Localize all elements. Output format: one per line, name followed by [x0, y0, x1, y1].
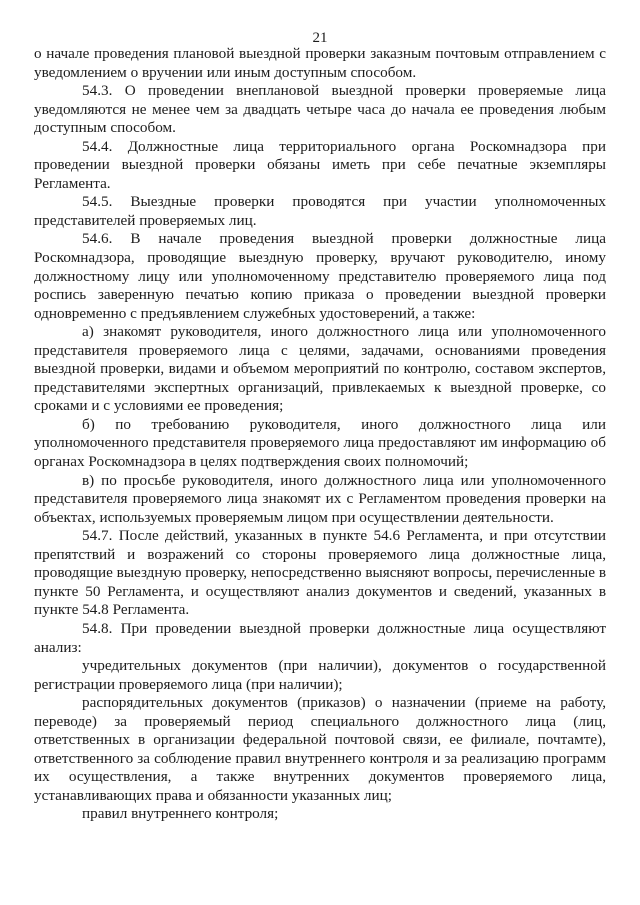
page-number: 21 [312, 30, 328, 46]
list-item-internal-control-rules: правил внутреннего контроля; [82, 805, 279, 823]
paragraph-54-3: 54.3. О проведении внеплановой выездной проверки проверяемые лица уведомляются не менее чем за двадцать четыре часа до начала ее проведения любым доступным способом. [34, 82, 606, 137]
document-body [34, 45, 606, 824]
list-item-administrative-documents: распорядительных документов (приказов) о назначении (приеме на работу, переводе) за проверяемый период специального должностного лица (лиц, ответственных в организации федеральной почтовой связи, ее филиале, почтамте), ответственного за соблюдение правил внутреннего контроля и за реализацию программ их осуществления, а также внутренних документов проверяемого лица, устанавливающих права и обязанности указанных лиц; [34, 694, 606, 804]
paragraph-54-5: 54.5. Выездные проверки проводятся при участии уполномоченных представителей проверяемых лиц. [34, 193, 606, 229]
paragraph-54-6-v: в) по просьбе руководителя, иного должностного лица или уполномоченного представителя проверяемого лица знакомят их с Регламентом проведения проверки на объектах, используемых проверяемым лицом при осуществлении деятельности. [34, 471, 606, 526]
paragraph-54-6-b: б) по требованию руководителя, иного должностного лица или уполномоченного представителя проверяемого лица предоставляют им информацию об органах Роскомнадзора в целях подтверждения своих полномочий; [34, 415, 606, 471]
paragraph-54-6-a: а) знакомят руководителя, иного должностного лица или уполномоченного представителя проверяемого лица с целями, задачами, основаниями проведения выездной проверки, видами и объемом мероприятий по контролю, составом экспертов, представителями экспертных организаций, привлекаемых к выездной проверке, со сроками и с условиями ее проведения; [34, 323, 606, 415]
paragraph-54-7: 54.7. После действий, указанных в пункте 54.6 Регламента, и при отсутствии препятствий и возражений со стороны проверяемого лица должностные лица, проводящие выездную проверку, непосредственно выясняют вопросы, перечисленные в пункте 50 Регламента, и осуществляют анализ документов и сведений, указанных в пункте 54.8 Регламента. [34, 527, 606, 619]
list-item-founding-documents: учредительных документов (при наличии), документов о государственной регистрации проверяемого лица (при наличии); [34, 657, 606, 693]
paragraph-54-4: 54.4. Должностные лица территориального органа Роскомнадзора при проведении выездной проверки обязаны иметь при себе печатные экземпляры Регламента. [34, 137, 606, 192]
paragraph-54-8: 54.8. При проведении выездной проверки должностные лица осуществляют анализ: [34, 619, 606, 656]
paragraph-continuation: о начале проведения плановой выездной проверки заказным почтовым отправлением с уведомлением о вручении или иным доступным способом. [34, 45, 606, 81]
paragraph-54-6: 54.6. В начале проведения выездной проверки должностные лица Роскомнадзора, проводящие выездную проверку, вручают руководителю, иному должностному лицу или уполномоченному представителю проверяемого лица под роспись заверенную печатью копию приказа о проведении выездной проверки одновременно с предъявлением служебных удостоверений, а также: [34, 230, 606, 322]
